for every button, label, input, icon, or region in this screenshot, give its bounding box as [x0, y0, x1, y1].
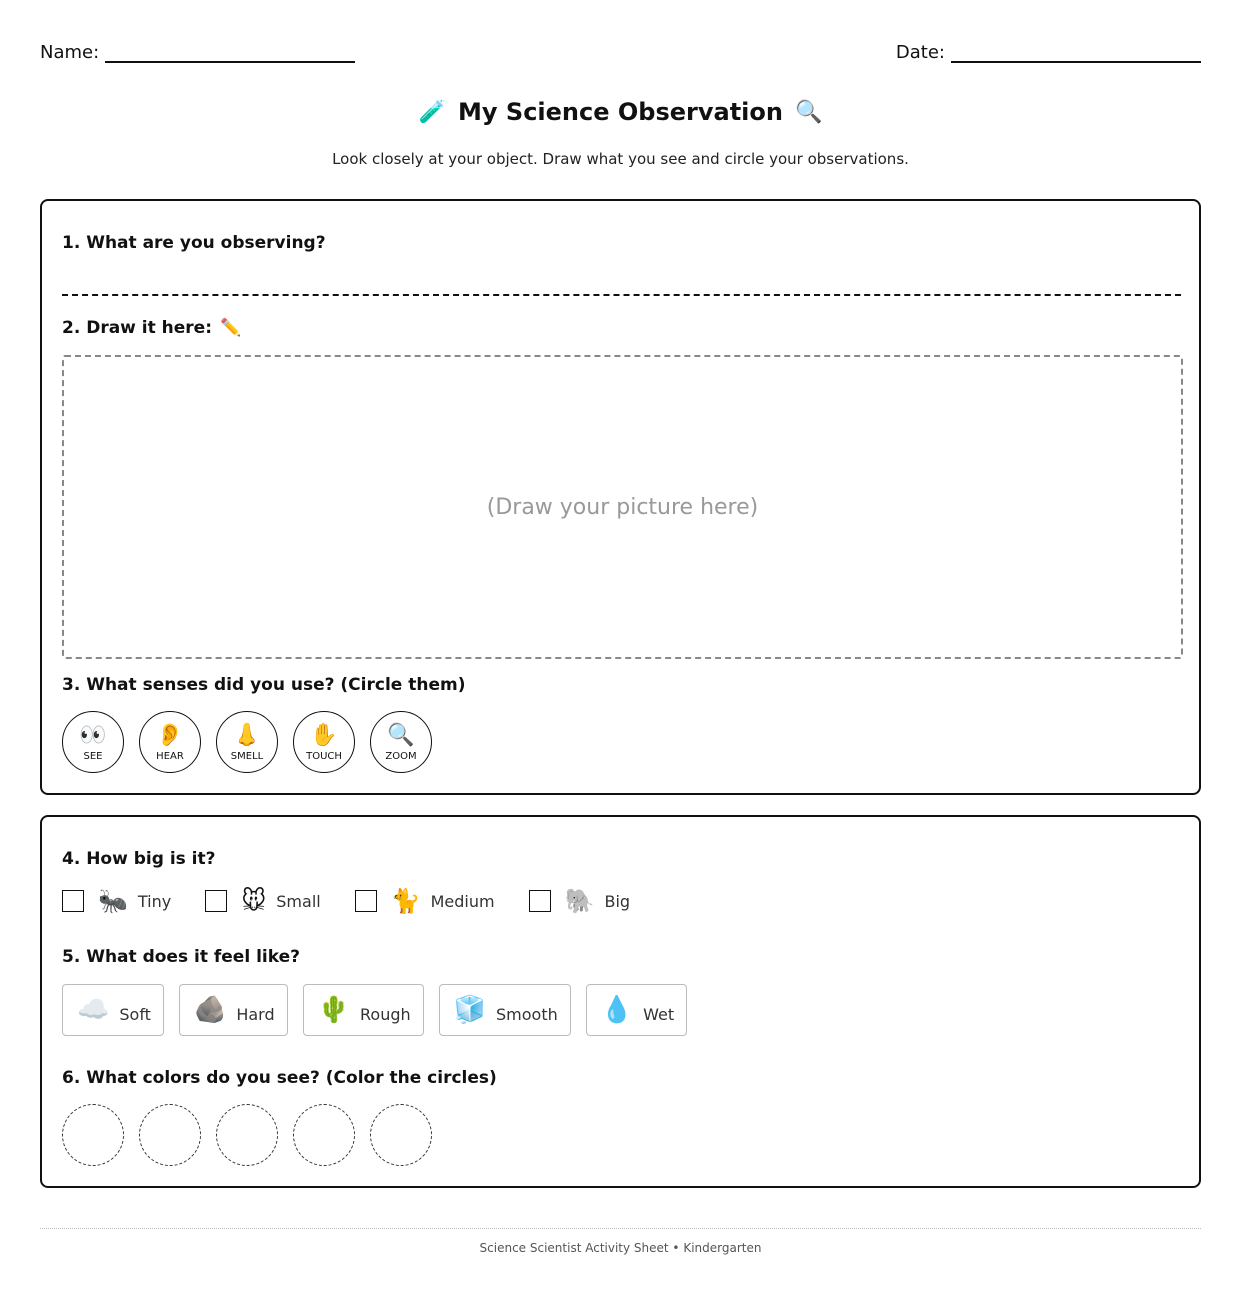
ear-icon: 👂	[156, 722, 184, 748]
sense-label: HEAR	[156, 750, 184, 762]
q3-label: 3. What senses did you use? (Circle them)	[62, 675, 466, 695]
q1-answer-line[interactable]	[62, 294, 1181, 296]
sense-label: ZOOM	[385, 750, 417, 762]
q6-label: 6. What colors do you see? (Color the circles)	[62, 1068, 497, 1088]
date-field[interactable]	[896, 42, 1201, 63]
size-option-tiny[interactable]	[62, 887, 171, 915]
color-circle[interactable]	[216, 1104, 278, 1166]
texture-label: Rough	[360, 1004, 411, 1024]
texture-option-hard[interactable]	[179, 984, 288, 1036]
ant-icon: 🐜	[98, 887, 128, 915]
texture-label: Hard	[236, 1004, 275, 1024]
rock-icon: 🪨	[193, 995, 227, 1025]
size-label: Medium	[430, 891, 495, 911]
color-circle[interactable]	[139, 1104, 201, 1166]
texture-option-rough[interactable]	[303, 984, 424, 1036]
color-circle[interactable]	[370, 1104, 432, 1166]
nose-icon: 👃	[233, 722, 261, 748]
elephant-icon: 🐘	[564, 887, 595, 915]
color-circle[interactable]	[62, 1104, 124, 1166]
magnifier-icon: 🔍	[794, 99, 823, 125]
page-subtitle: Look closely at your object. Draw what you see and circle your observations.	[332, 150, 909, 168]
date-label: Date:	[895, 42, 945, 63]
footer-text: Science Scientist Activity Sheet • Kindergarten	[479, 1241, 762, 1255]
checkbox[interactable]	[62, 890, 84, 912]
sense-zoom[interactable]	[370, 711, 432, 773]
ice-cube-icon: 🧊	[453, 995, 486, 1025]
name-field[interactable]	[40, 42, 355, 63]
texture-label: Smooth	[496, 1004, 558, 1024]
cactus-icon: 🌵	[317, 995, 350, 1025]
checkbox[interactable]	[205, 890, 227, 912]
q2-heading	[62, 318, 241, 338]
sense-touch[interactable]	[293, 711, 355, 773]
footer-divider	[40, 1228, 1201, 1229]
properties-card	[40, 815, 1201, 1188]
q4-label: 4. How big is it?	[62, 849, 216, 869]
header-row	[40, 42, 1201, 66]
sense-label: SMELL	[230, 750, 264, 762]
texture-option-smooth[interactable]	[439, 984, 571, 1036]
cat-icon: 🐈	[390, 887, 421, 915]
magnifier-icon: 🔍	[387, 722, 415, 748]
size-label: Tiny	[137, 891, 172, 911]
sense-label: SEE	[83, 750, 103, 762]
color-circle[interactable]	[293, 1104, 355, 1166]
texture-label: Wet	[643, 1004, 675, 1024]
date-line[interactable]	[951, 45, 1201, 63]
hand-icon: ✋	[310, 722, 338, 748]
sense-hear[interactable]	[139, 711, 201, 773]
color-circles	[62, 1104, 432, 1166]
checkbox[interactable]	[529, 890, 551, 912]
sense-label: TOUCH	[306, 750, 342, 762]
checkbox[interactable]	[355, 890, 377, 912]
eyes-icon: 👀	[79, 722, 107, 748]
size-option-big[interactable]	[529, 887, 630, 915]
test-tube-icon: 🧪	[418, 99, 447, 125]
size-option-small[interactable]	[205, 887, 320, 915]
q5-label: 5. What does it feel like?	[62, 947, 300, 967]
sense-smell[interactable]	[216, 711, 278, 773]
name-label: Name:	[40, 42, 100, 63]
texture-option-soft[interactable]	[62, 984, 164, 1036]
name-line[interactable]	[105, 45, 355, 63]
texture-label: Soft	[119, 1004, 151, 1024]
senses-list	[62, 711, 432, 773]
pencil-icon: ✏️	[220, 318, 242, 338]
page-title	[0, 98, 1241, 126]
droplet-icon: 💧	[600, 995, 634, 1025]
drawing-area[interactable]	[62, 355, 1183, 659]
size-label: Small	[276, 891, 321, 911]
cloud-icon: ☁️	[77, 995, 110, 1025]
observation-card	[40, 199, 1201, 795]
drawing-placeholder: (Draw your picture here)	[486, 494, 759, 520]
page-title-text: My Science Observation	[458, 98, 783, 126]
q2-label: 2. Draw it here:	[62, 318, 213, 338]
texture-options	[62, 984, 687, 1036]
size-option-medium[interactable]	[355, 887, 495, 915]
size-options	[62, 887, 664, 915]
texture-option-wet[interactable]	[586, 984, 687, 1036]
mouse-icon: 🐭	[241, 887, 267, 915]
q1-label: 1. What are you observing?	[62, 233, 326, 253]
sense-see[interactable]	[62, 711, 124, 773]
size-label: Big	[604, 891, 631, 911]
